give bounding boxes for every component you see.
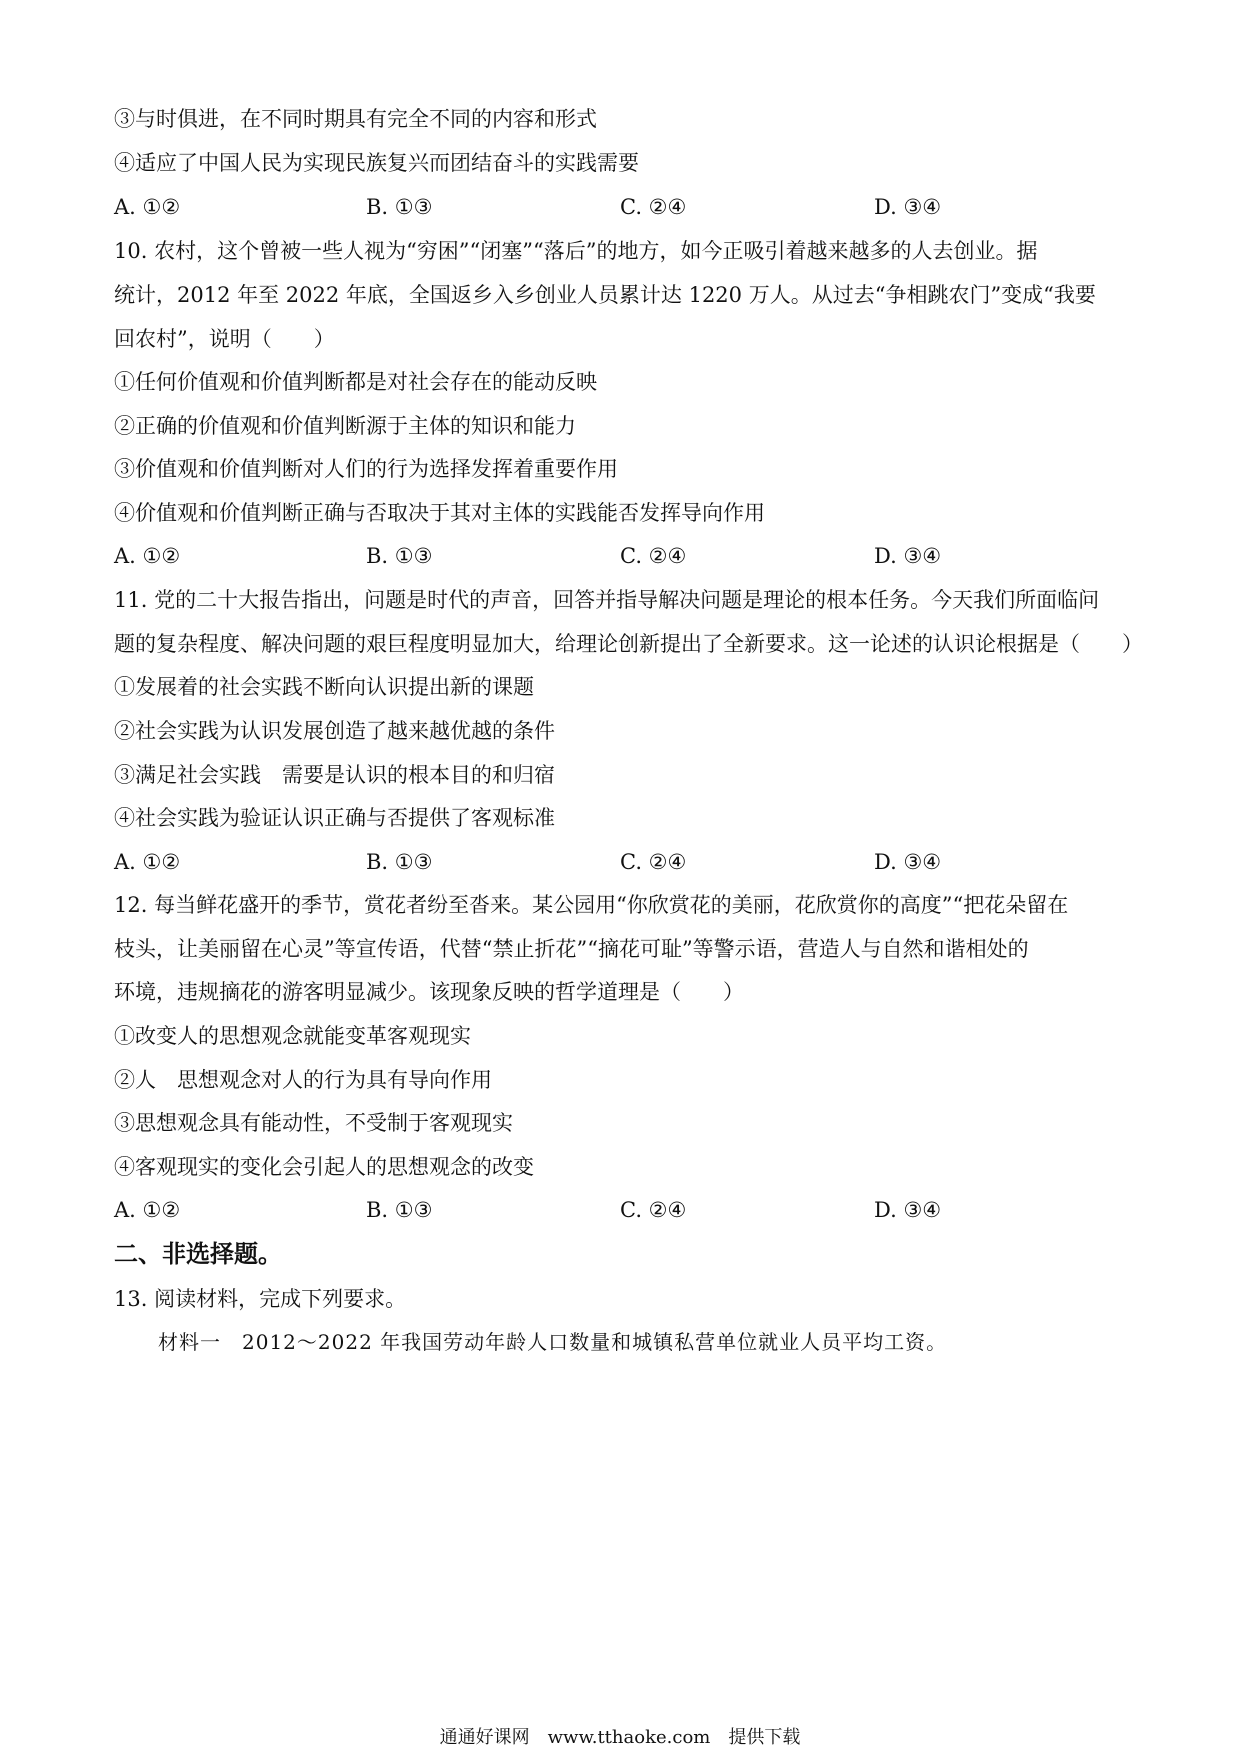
q12-item-4: ④客观现实的变化会引起人的思想观念的改变 bbox=[114, 1155, 534, 1179]
q10-item-1: ①任何价值观和价值判断都是对社会存在的能动反映 bbox=[114, 370, 597, 394]
q9-option-c: C. ②④ bbox=[620, 195, 687, 219]
q11-item-1: ①发展着的社会实践不断向认识提出新的课题 bbox=[114, 675, 534, 699]
q11-option-c: C. ②④ bbox=[620, 850, 687, 874]
q9-item-3: ③与时俱进，在不同时期具有完全不同的内容和形式 bbox=[114, 107, 597, 131]
q12-option-b: B. ①③ bbox=[366, 1198, 433, 1222]
q9-option-d: D. ③④ bbox=[874, 195, 942, 219]
q9-option-b: B. ①③ bbox=[366, 195, 433, 219]
q10-item-3: ③价值观和价值判断对人们的行为选择发挥着重要作用 bbox=[114, 457, 618, 481]
page-footer: 通通好课网 www.tthaoke.com 提供下载 bbox=[439, 1727, 801, 1748]
q13-stem: 13. 阅读材料，完成下列要求。 bbox=[114, 1287, 407, 1311]
q12-item-3: ③思想观念具有能动性，不受制于客观现实 bbox=[114, 1111, 513, 1135]
q11-stem-line-1: 11. 党的二十大报告指出，问题是时代的声音，回答并指导解决问题是理论的根本任务。今天我们所面临问 bbox=[114, 588, 1100, 612]
q10-stem-line-3: 回农村”，说明（ ） bbox=[114, 327, 335, 351]
q12-stem-line-1: 12. 每当鲜花盛开的季节，赏花者纷至沓来。某公园用“你欣赏花的美丽，花欣赏你的高度”“把花朵留在 bbox=[114, 893, 1069, 917]
q11-options bbox=[114, 847, 1134, 877]
q12-stem-line-3: 环境，违规摘花的游客明显减少。该现象反映的哲学道理是（ ） bbox=[114, 980, 744, 1004]
q10-option-a: A. ①② bbox=[114, 544, 181, 568]
q10-stem-line-2: 统计，2012 年至 2022 年底，全国返乡入乡创业人员累计达 1220 万人。从过去“争相跳农门”变成“我要 bbox=[114, 283, 1096, 307]
q10-option-d: D. ③④ bbox=[874, 544, 942, 568]
q12-option-d: D. ③④ bbox=[874, 1198, 942, 1222]
q12-option-c: C. ②④ bbox=[620, 1198, 687, 1222]
q10-option-b: B. ①③ bbox=[366, 544, 433, 568]
q9-item-4: ④适应了中国人民为实现民族复兴而团结奋斗的实践需要 bbox=[114, 151, 639, 175]
q11-item-4: ④社会实践为验证认识正确与否提供了客观标准 bbox=[114, 806, 555, 830]
q9-options bbox=[114, 192, 1134, 222]
q10-item-4: ④价值观和价值判断正确与否取决于其对主体的实践能否发挥导向作用 bbox=[114, 501, 765, 525]
q10-options bbox=[114, 541, 1134, 571]
q12-option-a: A. ①② bbox=[114, 1198, 181, 1222]
q12-options bbox=[114, 1195, 1134, 1225]
q11-option-b: B. ①③ bbox=[366, 850, 433, 874]
q10-stem-line-1: 10. 农村，这个曾被一些人视为“穷困”“闭塞”“落后”的地方，如今正吸引着越来越多的人去创业。据 bbox=[114, 239, 1038, 263]
q11-option-d: D. ③④ bbox=[874, 850, 942, 874]
q11-item-2: ②社会实践为认识发展创造了越来越优越的条件 bbox=[114, 719, 555, 743]
q9-option-a: A. ①② bbox=[114, 195, 181, 219]
q12-item-1: ①改变人的思想观念就能变革客观现实 bbox=[114, 1024, 471, 1048]
q13-material-1: 材料一 2012～2022 年我国劳动年龄人口数量和城镇私营单位就业人员平均工资。 bbox=[158, 1330, 948, 1354]
q11-option-a: A. ①② bbox=[114, 850, 181, 874]
q12-item-2: ②人 思想观念对人的行为具有导向作用 bbox=[114, 1068, 492, 1092]
q11-item-3: ③满足社会实践 需要是认识的根本目的和归宿 bbox=[114, 763, 555, 787]
q10-option-c: C. ②④ bbox=[620, 544, 687, 568]
q12-stem-line-2: 枝头，让美丽留在心灵”等宣传语，代替“禁止折花”“摘花可耻”等警示语，营造人与自然和谐相处的 bbox=[114, 937, 1029, 961]
q10-item-2: ②正确的价值观和价值判断源于主体的知识和能力 bbox=[114, 414, 576, 438]
q11-stem-line-2: 题的复杂程度、解决问题的艰巨程度明显加大，给理论创新提出了全新要求。这一论述的认识论根据是（ ） bbox=[114, 632, 1143, 656]
section-heading: 二、非选择题。 bbox=[114, 1240, 282, 1268]
